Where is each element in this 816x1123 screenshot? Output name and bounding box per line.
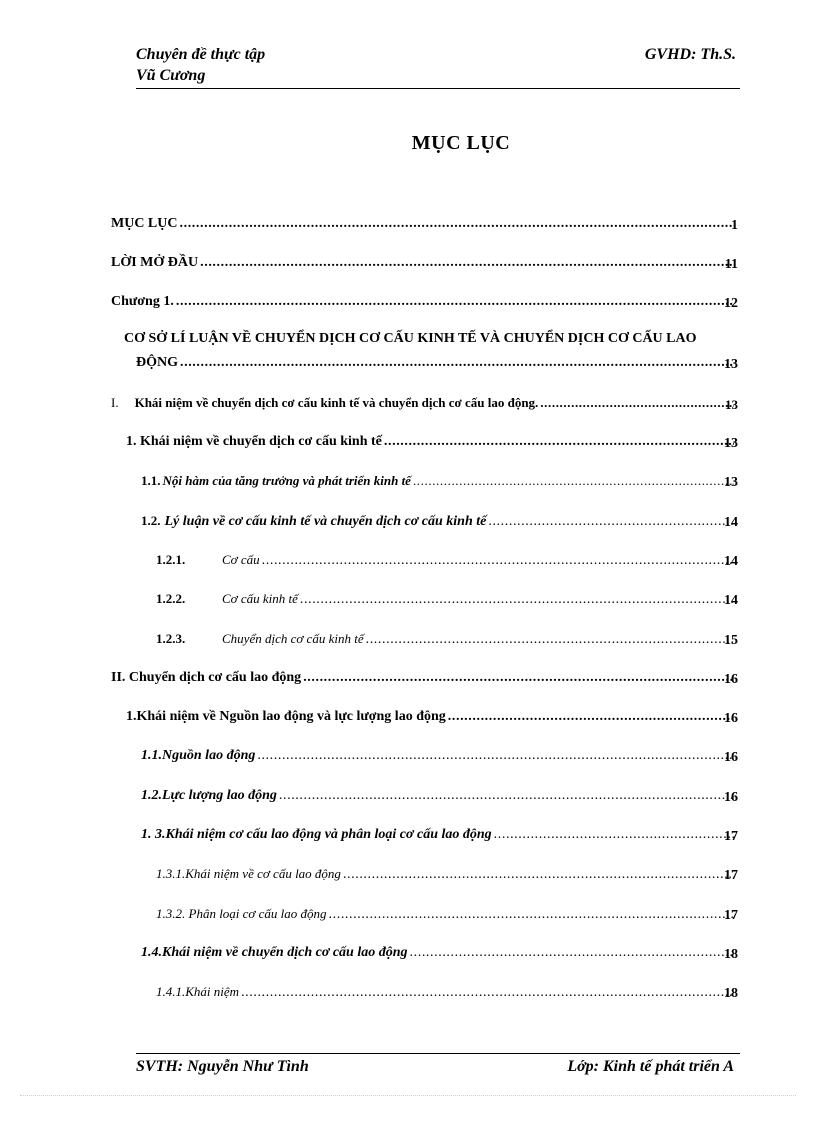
page-title: MỤC LỤC [411, 132, 511, 154]
dot-leader [241, 985, 734, 1001]
dot-leader [176, 294, 734, 310]
toc-entry-text-line2: ĐỘNG [136, 355, 178, 370]
dot-leader [180, 355, 734, 371]
dot-leader [329, 907, 734, 923]
page-footer [136, 1058, 740, 1076]
toc-entry-page: 16 [724, 711, 738, 726]
dot-leader [257, 748, 734, 764]
toc-entry[interactable] [141, 788, 738, 808]
toc-entry-text: Chuyển dịch cơ cấu kinh tế [222, 631, 364, 646]
toc-entry-page: 17 [724, 908, 738, 923]
toc-entry[interactable] [111, 255, 738, 275]
header-right: GVHD: Th.S. [644, 46, 736, 63]
toc-entry-page: 14 [724, 593, 738, 608]
toc-entry[interactable] [156, 552, 738, 572]
toc-entry-number: I. [111, 395, 119, 410]
toc-entry-text: 1. 3.Khái niệm cơ cấu lao động và phân loại cơ cấu lao động [141, 827, 492, 842]
toc-entry-page: 17 [724, 829, 738, 844]
toc-entry[interactable] [156, 984, 738, 1004]
dot-leader [200, 255, 734, 271]
dot-leader [413, 473, 734, 489]
toc-entry[interactable] [156, 866, 738, 886]
page-edge-divider [20, 1095, 796, 1096]
toc-entry-text-line1[interactable]: CƠ SỞ LÍ LUẬN VỀ CHUYỂN DỊCH CƠ CẤU KINH TẾ VÀ CHUYỂN DỊCH CƠ CẤU LAO [124, 331, 697, 346]
toc-entry[interactable] [111, 294, 738, 314]
toc-entry-text: 1.Khái niệm về Nguồn lao động và lực lượng lao động [126, 709, 446, 724]
toc-entry[interactable] [141, 748, 738, 768]
toc-entry-number: 1.2. [141, 513, 161, 528]
header-left-line2: Vũ Cương [136, 67, 206, 84]
footer-divider [136, 1053, 740, 1054]
toc-entry[interactable] [111, 395, 738, 415]
dot-leader [343, 867, 734, 883]
footer-left: SVTH: Nguyễn Như Tình [136, 1058, 309, 1075]
dot-leader [303, 670, 734, 686]
toc-entry[interactable] [141, 513, 738, 533]
toc-entry[interactable] [111, 216, 738, 236]
toc-entry-page: 18 [724, 986, 738, 1001]
dot-leader [262, 553, 734, 569]
toc-entry-number: 1.2.3. [156, 631, 186, 646]
toc-entry-page: 1 [731, 218, 738, 233]
toc-entry-text: Cơ cấu kinh tế [222, 591, 298, 606]
dot-leader [366, 632, 734, 648]
toc-entry-page: 15 [724, 633, 738, 648]
toc-entry-page: 13 [725, 397, 738, 412]
toc-entry[interactable] [141, 945, 738, 965]
toc-entry-text: Lý luận về cơ cấu kinh tế và chuyển dịch cơ cấu kinh tế [164, 514, 487, 529]
dot-leader [180, 216, 735, 232]
toc-entry[interactable] [141, 827, 738, 847]
dot-leader [410, 945, 734, 961]
toc-entry[interactable] [141, 473, 738, 493]
toc-entry-text: 1.4.Khái niệm về chuyển dịch cơ cấu lao động [141, 945, 408, 960]
toc-entry[interactable] [156, 631, 738, 651]
toc-entry-page: 13 [724, 357, 738, 372]
toc-entry-number: 1.2.2. [156, 591, 186, 606]
header-left-line1: Chuyên đề thực tập [136, 46, 266, 63]
toc-entry-text: LỜI MỞ ĐẦU [111, 255, 199, 270]
toc-entry-text: MỤC LỤC [111, 216, 178, 231]
toc-entry-page: 11 [724, 257, 738, 272]
toc-entry-text: Cơ cấu [222, 552, 260, 567]
dot-leader [384, 434, 734, 450]
toc-entry-text: Khái niệm về chuyển dịch cơ cấu kinh tế và chuyển dịch cơ cấu lao động. [134, 395, 539, 410]
toc-entry-page: 12 [724, 296, 738, 311]
toc-entry-page: 17 [724, 868, 738, 883]
toc-entry-text: 1.3.1.Khái niệm về cơ cấu lao động [156, 866, 341, 881]
dot-leader [488, 514, 734, 530]
toc-entry-page: 16 [724, 672, 738, 687]
toc-entry[interactable] [126, 709, 738, 729]
footer-right: Lớp: Kinh tế phát triển A [567, 1058, 734, 1075]
toc-entry-text: II. Chuyển dịch cơ cấu lao động [111, 670, 302, 685]
toc-entry-number: 1.1. [141, 473, 161, 488]
dot-leader [448, 709, 734, 725]
toc-entry-text: Chương 1. [111, 294, 174, 309]
toc-entry-text: 1. Khái niệm về chuyển dịch cơ cấu kinh tế [126, 434, 382, 449]
toc-entry-page: 13 [724, 475, 738, 490]
toc-entry-page: 16 [724, 790, 738, 805]
toc-entry-text: 1.4.1.Khái niệm [156, 984, 240, 999]
toc-entry[interactable] [126, 434, 738, 454]
toc-entry-number: 1.2.1. [156, 552, 186, 567]
toc-entry-text: Nội hàm của tăng trưởng và phát triển kinh tế [162, 473, 411, 488]
toc-entry-page: 13 [724, 436, 738, 451]
toc-entry-text: 1.3.2. Phân loại cơ cấu lao động [156, 906, 327, 921]
toc-entry-page: 14 [724, 515, 738, 530]
dot-leader [540, 395, 734, 411]
toc-entry-page: 14 [724, 554, 738, 569]
toc-entry-page: 18 [724, 947, 738, 962]
toc-entry[interactable] [111, 670, 738, 690]
toc-entry-text: 1.1.Nguồn lao động [141, 748, 256, 763]
dot-leader [300, 592, 734, 608]
dot-leader [494, 827, 734, 843]
toc-entry-page: 16 [724, 750, 738, 765]
toc-entry[interactable] [156, 591, 738, 611]
dot-leader [279, 788, 734, 804]
toc-entry-text: 1.2.Lực lượng lao động [141, 788, 277, 803]
toc-entry[interactable] [156, 906, 738, 926]
toc-entry[interactable] [136, 355, 738, 375]
